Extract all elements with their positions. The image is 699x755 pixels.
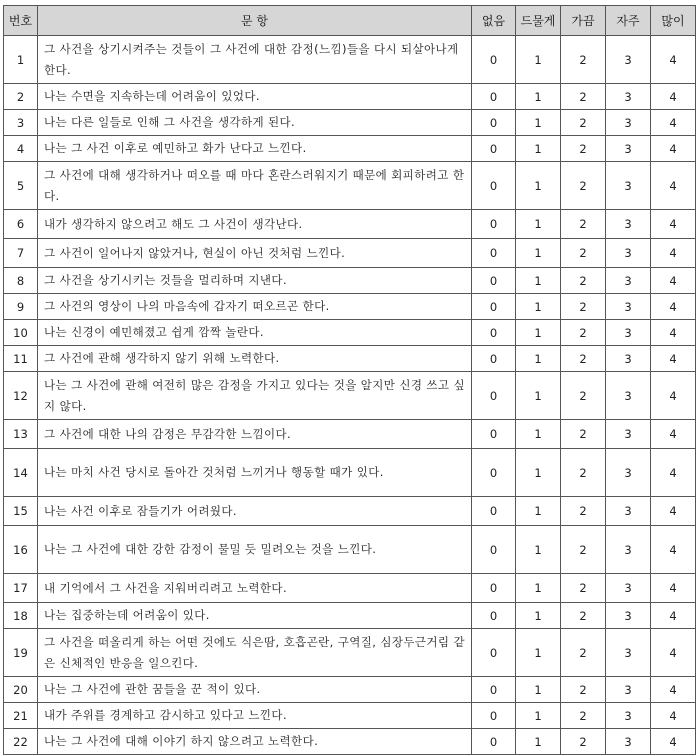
header-sometimes: 가끔: [561, 6, 606, 36]
table-row: [4, 110, 696, 136]
header-row: [4, 6, 696, 36]
score-option[interactable]: 0: [472, 372, 516, 420]
item-number: 8: [4, 268, 38, 294]
item-text: 나는 마치 사건 당시로 돌아간 것처럼 느끼거나 행동할 때가 있다.: [38, 449, 472, 497]
item-text: 그 사건을 상기시키는 것들을 멀리하며 지낸다.: [38, 268, 472, 294]
item-number: 15: [4, 497, 38, 526]
score-option[interactable]: 4: [651, 162, 696, 210]
score-option[interactable]: 3: [606, 372, 651, 420]
score-option[interactable]: 3: [606, 268, 651, 294]
score-option[interactable]: 2: [561, 497, 606, 526]
table-row: [4, 320, 696, 346]
score-option[interactable]: 1: [516, 703, 561, 729]
score-option[interactable]: 4: [651, 526, 696, 574]
item-text: 그 사건에 대해 생각하거나 떠오를 때 마다 혼란스러워지기 때문에 회피하려고 한다.: [38, 162, 472, 210]
item-text: 내가 주위를 경계하고 감시하고 있다고 느낀다.: [38, 703, 472, 729]
table-row: [4, 703, 696, 729]
item-number: 18: [4, 603, 38, 629]
score-option[interactable]: 3: [606, 162, 651, 210]
score-option[interactable]: 3: [606, 449, 651, 497]
table-row: [4, 162, 696, 210]
score-option[interactable]: 1: [516, 372, 561, 420]
item-text: 나는 그 사건에 관해 여전히 많은 감정을 가지고 있다는 것을 알지만 신경 쓰고 싶지 않다.: [38, 372, 472, 420]
score-option[interactable]: 2: [561, 162, 606, 210]
item-text: 그 사건을 떠올리게 하는 어떤 것에도 식은땀, 호흡곤란, 구역질, 심장두근거림 같은 신체적인 반응을 일으킨다.: [38, 629, 472, 677]
item-text: 그 사건에 대한 나의 감정은 무감각한 느낌이다.: [38, 420, 472, 449]
table-row: [4, 449, 696, 497]
score-option[interactable]: 4: [651, 136, 696, 162]
score-option[interactable]: 4: [651, 372, 696, 420]
score-option[interactable]: 2: [561, 320, 606, 346]
score-option[interactable]: 0: [472, 84, 516, 110]
item-number: 5: [4, 162, 38, 210]
score-option[interactable]: 2: [561, 210, 606, 239]
score-option[interactable]: 3: [606, 526, 651, 574]
item-text: 그 사건에 관해 생각하지 않기 위해 노력한다.: [38, 346, 472, 372]
score-option[interactable]: 0: [472, 136, 516, 162]
score-option[interactable]: 3: [606, 677, 651, 703]
score-option[interactable]: 4: [651, 346, 696, 372]
table-row: [4, 36, 696, 84]
score-option[interactable]: 4: [651, 677, 696, 703]
score-option[interactable]: 2: [561, 268, 606, 294]
table-row: [4, 497, 696, 526]
score-option[interactable]: 3: [606, 729, 651, 755]
score-option[interactable]: 3: [606, 497, 651, 526]
item-number: 13: [4, 420, 38, 449]
item-number: 17: [4, 574, 38, 603]
score-option[interactable]: 2: [561, 703, 606, 729]
score-option[interactable]: 1: [516, 574, 561, 603]
item-number: 12: [4, 372, 38, 420]
score-option[interactable]: 1: [516, 603, 561, 629]
score-option[interactable]: 2: [561, 36, 606, 84]
table-row: [4, 268, 696, 294]
score-option[interactable]: 4: [651, 729, 696, 755]
score-option[interactable]: 3: [606, 136, 651, 162]
score-option[interactable]: 0: [472, 268, 516, 294]
score-option[interactable]: 2: [561, 110, 606, 136]
item-text: 그 사건을 상기시켜주는 것들이 그 사건에 대한 감정(느낌)들을 다시 되살아나게 한다.: [38, 36, 472, 84]
item-number: 2: [4, 84, 38, 110]
item-number: 22: [4, 729, 38, 755]
item-text: 내 기억에서 그 사건을 지워버리려고 노력한다.: [38, 574, 472, 603]
item-text: 그 사건이 일어나지 않았거나, 현실이 아닌 것처럼 느낀다.: [38, 239, 472, 268]
header-very-often: 많이: [651, 6, 696, 36]
score-option[interactable]: 1: [516, 294, 561, 320]
score-option[interactable]: 3: [606, 210, 651, 239]
score-option[interactable]: 1: [516, 136, 561, 162]
item-number: 6: [4, 210, 38, 239]
score-option[interactable]: 3: [606, 603, 651, 629]
score-option[interactable]: 3: [606, 84, 651, 110]
score-option[interactable]: 4: [651, 603, 696, 629]
header-number: 번호: [4, 6, 38, 36]
score-option[interactable]: 4: [651, 629, 696, 677]
score-option[interactable]: 4: [651, 36, 696, 84]
item-text: 나는 집중하는데 어려움이 있다.: [38, 603, 472, 629]
table-row: [4, 420, 696, 449]
score-option[interactable]: 2: [561, 372, 606, 420]
item-text: 나는 그 사건에 대한 강한 감정이 물밀 듯 밀려오는 것을 느낀다.: [38, 526, 472, 574]
table-row: [4, 294, 696, 320]
score-option[interactable]: 2: [561, 346, 606, 372]
score-option[interactable]: 0: [472, 110, 516, 136]
header-rarely: 드물게: [516, 6, 561, 36]
score-option[interactable]: 0: [472, 574, 516, 603]
score-option[interactable]: 0: [472, 346, 516, 372]
score-option[interactable]: 4: [651, 497, 696, 526]
item-text: 나는 다른 일들로 인해 그 사건을 생각하게 된다.: [38, 110, 472, 136]
score-option[interactable]: 0: [472, 320, 516, 346]
score-option[interactable]: 3: [606, 110, 651, 136]
score-option[interactable]: 0: [472, 449, 516, 497]
score-option[interactable]: 4: [651, 574, 696, 603]
score-option[interactable]: 0: [472, 210, 516, 239]
item-text: 나는 그 사건에 대해 이야기 하지 않으려고 노력한다.: [38, 729, 472, 755]
score-option[interactable]: 2: [561, 449, 606, 497]
item-text: 나는 신경이 예민해졌고 쉽게 깜짝 놀란다.: [38, 320, 472, 346]
score-option[interactable]: 4: [651, 210, 696, 239]
header-none: 없음: [472, 6, 516, 36]
item-text: 나는 그 사건 이후로 예민하고 화가 난다고 느낀다.: [38, 136, 472, 162]
item-text: 나는 사건 이후로 잠들기가 어려웠다.: [38, 497, 472, 526]
score-option[interactable]: 1: [516, 162, 561, 210]
score-option[interactable]: 2: [561, 294, 606, 320]
score-option[interactable]: 2: [561, 84, 606, 110]
score-option[interactable]: 1: [516, 677, 561, 703]
score-option[interactable]: 1: [516, 239, 561, 268]
score-option[interactable]: 0: [472, 162, 516, 210]
score-option[interactable]: 0: [472, 36, 516, 84]
table-row: [4, 729, 696, 755]
header-often: 자주: [606, 6, 651, 36]
item-text: 그 사건의 영상이 나의 마음속에 갑자기 떠오르곤 한다.: [38, 294, 472, 320]
score-option[interactable]: 0: [472, 294, 516, 320]
score-option[interactable]: 0: [472, 729, 516, 755]
score-option[interactable]: 1: [516, 526, 561, 574]
score-option[interactable]: 0: [472, 420, 516, 449]
item-text: 내가 생각하지 않으려고 해도 그 사건이 생각난다.: [38, 210, 472, 239]
score-option[interactable]: 1: [516, 210, 561, 239]
table-row: [4, 372, 696, 420]
score-option[interactable]: 2: [561, 629, 606, 677]
table-row: [4, 629, 696, 677]
item-number: 4: [4, 136, 38, 162]
item-number: 7: [4, 239, 38, 268]
score-option[interactable]: 1: [516, 420, 561, 449]
score-option[interactable]: 4: [651, 239, 696, 268]
score-option[interactable]: 4: [651, 703, 696, 729]
score-option[interactable]: 1: [516, 320, 561, 346]
table-row: [4, 239, 696, 268]
score-option[interactable]: 1: [516, 449, 561, 497]
questionnaire-table: [3, 5, 696, 755]
item-number: 20: [4, 677, 38, 703]
score-option[interactable]: 3: [606, 346, 651, 372]
item-number: 10: [4, 320, 38, 346]
score-option[interactable]: 2: [561, 420, 606, 449]
header-item: 문 항: [38, 6, 472, 36]
score-option[interactable]: 3: [606, 420, 651, 449]
score-option[interactable]: 4: [651, 449, 696, 497]
score-option[interactable]: 4: [651, 84, 696, 110]
score-option[interactable]: 2: [561, 574, 606, 603]
item-number: 16: [4, 526, 38, 574]
item-number: 11: [4, 346, 38, 372]
table-row: [4, 526, 696, 574]
score-option[interactable]: 1: [516, 268, 561, 294]
item-number: 9: [4, 294, 38, 320]
score-option[interactable]: 1: [516, 497, 561, 526]
table-row: [4, 677, 696, 703]
score-option[interactable]: 2: [561, 239, 606, 268]
score-option[interactable]: 3: [606, 320, 651, 346]
score-option[interactable]: 0: [472, 526, 516, 574]
score-option[interactable]: 4: [651, 110, 696, 136]
table-row: [4, 603, 696, 629]
score-option[interactable]: 1: [516, 84, 561, 110]
score-option[interactable]: 4: [651, 294, 696, 320]
score-option[interactable]: 1: [516, 629, 561, 677]
table-row: [4, 574, 696, 603]
item-number: 1: [4, 36, 38, 84]
score-option[interactable]: 3: [606, 294, 651, 320]
score-option[interactable]: 2: [561, 136, 606, 162]
score-option[interactable]: 3: [606, 36, 651, 84]
table-row: [4, 210, 696, 239]
score-option[interactable]: 0: [472, 239, 516, 268]
score-option[interactable]: 3: [606, 239, 651, 268]
score-option[interactable]: 3: [606, 574, 651, 603]
table-row: [4, 136, 696, 162]
score-option[interactable]: 2: [561, 729, 606, 755]
score-option[interactable]: 3: [606, 629, 651, 677]
item-number: 21: [4, 703, 38, 729]
table-row: [4, 346, 696, 372]
score-option[interactable]: 3: [606, 703, 651, 729]
item-number: 14: [4, 449, 38, 497]
score-option[interactable]: 0: [472, 629, 516, 677]
score-option[interactable]: 0: [472, 677, 516, 703]
item-number: 19: [4, 629, 38, 677]
score-option[interactable]: 2: [561, 603, 606, 629]
score-option[interactable]: 2: [561, 677, 606, 703]
score-option[interactable]: 4: [651, 320, 696, 346]
score-option[interactable]: 0: [472, 497, 516, 526]
score-option[interactable]: 1: [516, 110, 561, 136]
score-option[interactable]: 1: [516, 346, 561, 372]
item-number: 3: [4, 110, 38, 136]
item-text: 나는 그 사건에 관한 꿈들을 꾼 적이 있다.: [38, 677, 472, 703]
score-option[interactable]: 0: [472, 703, 516, 729]
score-option[interactable]: 4: [651, 268, 696, 294]
score-option[interactable]: 2: [561, 526, 606, 574]
score-option[interactable]: 1: [516, 729, 561, 755]
item-text: 나는 수면을 지속하는데 어려움이 있었다.: [38, 84, 472, 110]
score-option[interactable]: 4: [651, 420, 696, 449]
score-option[interactable]: 0: [472, 603, 516, 629]
score-option[interactable]: 1: [516, 36, 561, 84]
table-row: [4, 84, 696, 110]
